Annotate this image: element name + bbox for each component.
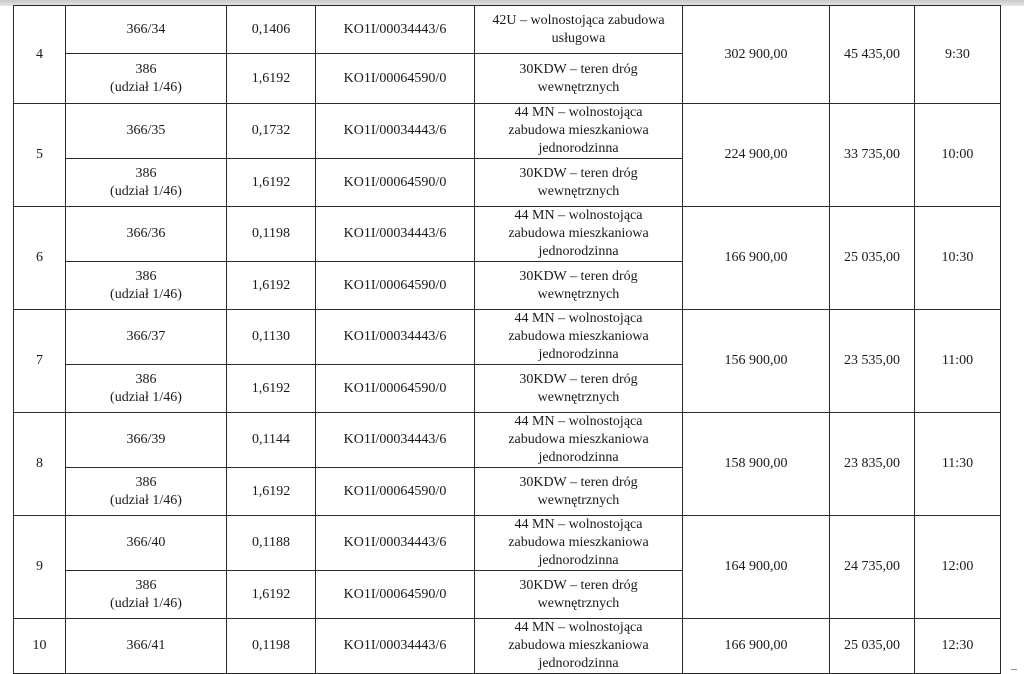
area-cell: 0,1198 [227, 207, 316, 262]
area-cell: 0,1198 [227, 619, 316, 674]
land-register-cell: KO1I/00034443/6 [316, 310, 475, 365]
purpose-cell: 44 MN – wolnostojąca zabudowa mieszkaniowa jednorodzinna [475, 104, 683, 159]
price-cell: 166 900,00 [683, 619, 830, 674]
purpose-cell: 44 MN – wolnostojąca zabudowa mieszkaniowa jednorodzinna [475, 413, 683, 468]
land-register-cell: KO1I/00034443/6 [316, 6, 475, 54]
time-cell: 11:00 [915, 310, 1001, 413]
area-cell: 0,1732 [227, 104, 316, 159]
plot-number-cell: 366/40 [66, 516, 227, 571]
area-cell: 1,6192 [227, 159, 316, 207]
table-row [14, 516, 1001, 571]
deposit-cell: 24 735,00 [830, 516, 915, 619]
plot-number-cell: 386 (udział 1/46) [66, 159, 227, 207]
price-cell: 156 900,00 [683, 310, 830, 413]
land-register-cell: KO1I/00034443/6 [316, 619, 475, 674]
lp-cell: 4 [14, 6, 66, 104]
deposit-cell: 45 435,00 [830, 6, 915, 104]
purpose-cell: 44 MN – wolnostojąca zabudowa mieszkaniowa jednorodzinna [475, 207, 683, 262]
plot-number-cell: 386 (udział 1/46) [66, 54, 227, 104]
table-row [14, 413, 1001, 468]
deposit-cell: 25 035,00 [830, 619, 915, 674]
purpose-cell: 30KDW – teren dróg wewnętrznych [475, 54, 683, 104]
area-cell: 0,1130 [227, 310, 316, 365]
land-register-cell: KO1I/00034443/6 [316, 516, 475, 571]
table-row [14, 6, 1001, 54]
purpose-cell: 44 MN – wolnostojąca zabudowa mieszkaniowa jednorodzinna [475, 310, 683, 365]
land-register-cell: KO1I/00064590/0 [316, 468, 475, 516]
lp-cell: 6 [14, 207, 66, 310]
time-cell: 9:30 [915, 6, 1001, 104]
area-cell: 1,6192 [227, 262, 316, 310]
price-cell: 164 900,00 [683, 516, 830, 619]
purpose-cell: 30KDW – teren dróg wewnętrznych [475, 365, 683, 413]
lp-cell: 5 [14, 104, 66, 207]
purpose-cell: 42U – wolnostojąca zabudowa usługowa [475, 6, 683, 54]
plot-number-cell: 386 (udział 1/46) [66, 571, 227, 619]
plot-number-cell: 366/36 [66, 207, 227, 262]
land-register-cell: KO1I/00034443/6 [316, 413, 475, 468]
land-register-cell: KO1I/00064590/0 [316, 54, 475, 104]
table-row [14, 310, 1001, 365]
time-cell: 10:00 [915, 104, 1001, 207]
land-register-cell: KO1I/00064590/0 [316, 159, 475, 207]
purpose-cell: 30KDW – teren dróg wewnętrznych [475, 159, 683, 207]
table-row [14, 619, 1001, 674]
purpose-cell: 30KDW – teren dróg wewnętrznych [475, 571, 683, 619]
time-cell: 11:30 [915, 413, 1001, 516]
price-cell: 224 900,00 [683, 104, 830, 207]
area-cell: 0,1188 [227, 516, 316, 571]
page-corner-mark [1011, 669, 1017, 670]
price-cell: 302 900,00 [683, 6, 830, 104]
plot-number-cell: 386 (udział 1/46) [66, 468, 227, 516]
plot-number-cell: 386 (udział 1/46) [66, 262, 227, 310]
price-cell: 166 900,00 [683, 207, 830, 310]
plot-number-cell: 386 (udział 1/46) [66, 365, 227, 413]
plot-number-cell: 366/35 [66, 104, 227, 159]
purpose-cell: 30KDW – teren dróg wewnętrznych [475, 262, 683, 310]
purpose-cell: 44 MN – wolnostojąca zabudowa mieszkaniowa jednorodzinna [475, 619, 683, 674]
table-row [14, 207, 1001, 262]
land-register-cell: KO1I/00034443/6 [316, 207, 475, 262]
area-cell: 0,1406 [227, 6, 316, 54]
area-cell: 1,6192 [227, 468, 316, 516]
area-cell: 1,6192 [227, 54, 316, 104]
auction-table [13, 5, 1001, 674]
plot-number-cell: 366/34 [66, 6, 227, 54]
time-cell: 12:00 [915, 516, 1001, 619]
area-cell: 1,6192 [227, 571, 316, 619]
area-cell: 1,6192 [227, 365, 316, 413]
deposit-cell: 33 735,00 [830, 104, 915, 207]
lp-cell: 8 [14, 413, 66, 516]
lp-cell: 9 [14, 516, 66, 619]
land-register-cell: KO1I/00064590/0 [316, 365, 475, 413]
land-register-cell: KO1I/00064590/0 [316, 262, 475, 310]
plot-number-cell: 366/37 [66, 310, 227, 365]
plot-number-cell: 366/39 [66, 413, 227, 468]
time-cell: 12:30 [915, 619, 1001, 674]
price-cell: 158 900,00 [683, 413, 830, 516]
purpose-cell: 44 MN – wolnostojąca zabudowa mieszkaniowa jednorodzinna [475, 516, 683, 571]
plot-number-cell: 366/41 [66, 619, 227, 674]
deposit-cell: 25 035,00 [830, 207, 915, 310]
time-cell: 10:30 [915, 207, 1001, 310]
deposit-cell: 23 835,00 [830, 413, 915, 516]
land-register-cell: KO1I/00064590/0 [316, 571, 475, 619]
area-cell: 0,1144 [227, 413, 316, 468]
lp-cell: 7 [14, 310, 66, 413]
purpose-cell: 30KDW – teren dróg wewnętrznych [475, 468, 683, 516]
lp-cell: 10 [14, 619, 66, 674]
deposit-cell: 23 535,00 [830, 310, 915, 413]
table-row [14, 104, 1001, 159]
land-register-cell: KO1I/00034443/6 [316, 104, 475, 159]
